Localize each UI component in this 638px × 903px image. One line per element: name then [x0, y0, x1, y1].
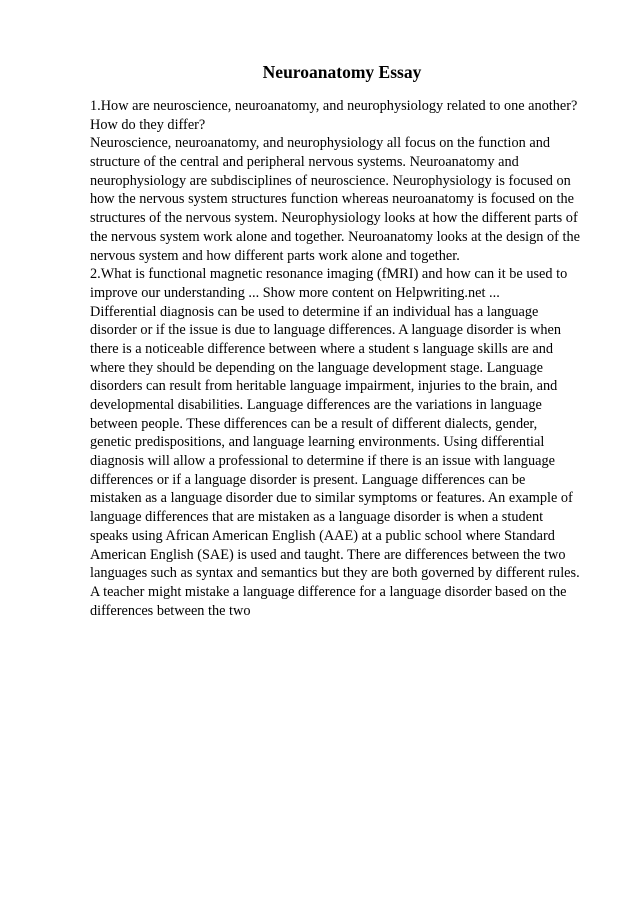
body-line: structure of the central and peripheral nervous systems. Neuroanatomy and: [90, 154, 519, 171]
body-line: languages such as syntax and semantics but they are both governed by different rules.: [90, 565, 580, 582]
body-line: developmental disabilities. Language differences are the variations in language: [90, 397, 542, 413]
body-line: differences or if a language disorder is present. Language differences can be: [90, 471, 526, 488]
body-line: structures of the nervous system. Neurophysiology looks at how the different parts of: [90, 210, 578, 227]
document-title: Neuroanatomy Essay: [262, 62, 422, 82]
document-body: [90, 97, 595, 620]
body-line: the nervous system work alone and together. Neuroanatomy looks at the design of the: [90, 228, 580, 245]
body-line: disorders can result from heritable language impairment, injuries to the brain, and: [90, 378, 558, 395]
body-line: neurophysiology are subdisciplines of neuroscience. Neurophysiology is focused on: [90, 172, 571, 189]
body-line: improve our understanding ... Show more content on Helpwriting.net ...: [90, 284, 500, 301]
body-line: disorder or if the issue is due to language differences. A language disorder is when: [90, 322, 562, 339]
body-line: A teacher might mistake a language difference for a language disorder based on the: [90, 583, 567, 600]
body-line: mistaken as a language disorder due to similar symptoms or features. An example of: [90, 490, 573, 507]
body-line: Differential diagnosis can be used to determine if an individual has a language: [90, 303, 539, 320]
body-line: Neuroscience, neuroanatomy, and neurophysiology all focus on the function and: [90, 135, 551, 152]
body-line: language differences that are mistaken as a language disorder is when a student: [90, 509, 544, 526]
body-line: nervous system and how different parts work alone and together.: [90, 247, 460, 264]
body-line: there is a noticeable difference between where a student s language skills are and: [90, 340, 553, 357]
body-line: genetic predispositions, and language learning environments. Using differential: [90, 434, 545, 451]
body-line: between people. These differences can be a result of different dialects, gender,: [90, 415, 538, 432]
body-line: 1.How are neuroscience, neuroanatomy, and neurophysiology related to one another?: [90, 98, 578, 114]
body-line: where they should be depending on the language development stage. Language: [90, 359, 543, 376]
body-line: how the nervous system structures function whereas neuroanatomy is focused on the: [90, 191, 574, 208]
body-line: 2.What is functional magnetic resonance imaging (fMRI) and how can it be used to: [90, 266, 568, 283]
body-line: differences between the two: [90, 602, 251, 619]
body-line: speaks using African American English (AAE) at a public school where Standard: [90, 527, 555, 544]
body-line: American English (SAE) is used and taught. There are differences between the two: [90, 546, 566, 563]
body-line: diagnosis will allow a professional to determine if there is an issue with language: [90, 453, 555, 470]
body-line: How do they differ?: [90, 116, 206, 133]
